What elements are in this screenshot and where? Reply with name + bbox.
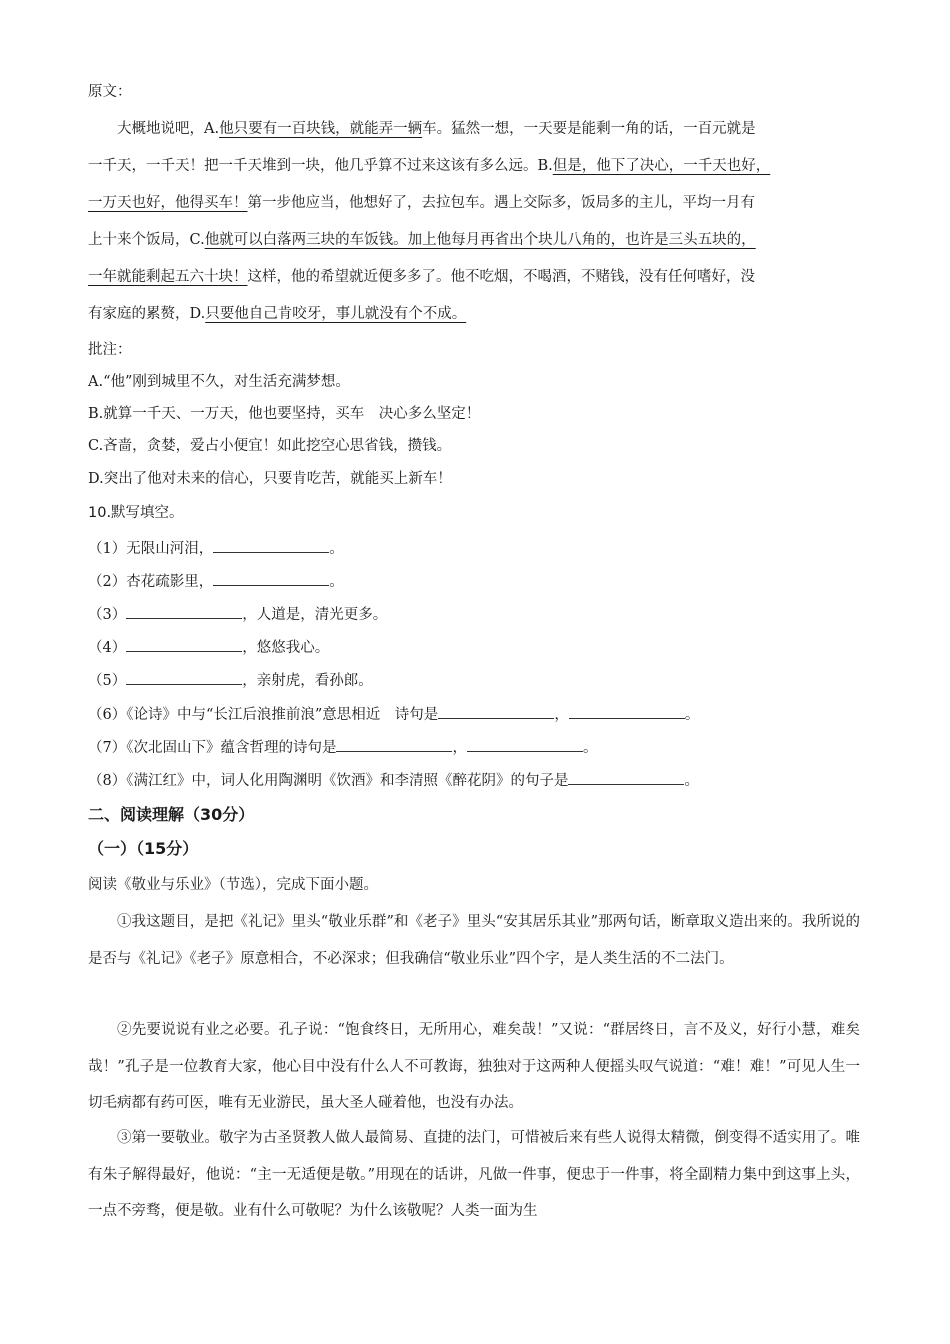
q10-item-4: （4） ，悠悠我心。 [88,640,330,656]
note-c: C.吝啬，贪婪，爱占小便宜！如此挖空心思省钱，攒钱。 [88,438,452,454]
q10-item-1: （1）无限山河泪， 。 [88,541,344,557]
answer-blank[interactable] [438,717,554,719]
answer-blank[interactable] [126,683,242,685]
original-line-6: 有家庭的累赘，D.只要他自己肯咬牙，事儿就没有个不成。 [88,306,467,322]
q10-item-3: （3） ，人道是，清光更多。 [88,607,388,623]
answer-blank[interactable] [213,584,329,586]
passage-paragraph-2: ②先要说说有业之必要。孔子说：“饱食终日，无所用心，难矣哉！”又说：“群居终日，言不及义，好行小慧，难矣哉！”孔子是一位教育大家，他心目中没有什么人不可教诲，独独对于这两种人便摇头叹气说道：“难！难！”可见人生一切毛病都有药可医，唯有无业游民，虽大圣人碰着他，也没有办法。 [88,1022,860,1111]
original-label: 原文： [88,84,132,100]
reading-intro: 阅读《敬业与乐业》（节选），完成下面小题。 [88,877,378,893]
q10-item-5: （5） ，亲射虎，看孙郎。 [88,673,373,689]
notes-label: 批注： [88,342,132,358]
q10-item-8: （8）《满江红》中，词人化用陶渊明《饮酒》和李清照《醉花阴》的句子是 。 [88,773,699,789]
original-line-2: 一千天，一千天！把一千天堆到一块，他几乎算不过来这该有多么远。B.但是，他下了决心，一千天也好， [88,158,771,174]
q10-item-7: （7）《次北固山下》蕴含哲理的诗句是 ， 。 [88,740,598,756]
answer-blank[interactable] [213,551,329,553]
original-line-4: 上十来个饭局，C.他就可以白落两三块的车饭钱。加上他每月再省出个块儿八角的，也许是三头五块的， [88,232,756,248]
question-10-title: 10.默写填空。 [88,505,184,521]
q10-item-2: （2）杏花疏影里， 。 [88,574,344,590]
subsection-heading: （一）（15分） [88,839,199,858]
q10-item-6: （6）《论诗》中与“长江后浪推前浪”意思相近 诗句是 ， 。 [88,707,700,723]
note-a: A.“他”刚到城里不久，对生活充满梦想。 [88,374,350,390]
answer-blank[interactable] [126,650,242,652]
answer-blank[interactable] [467,750,583,752]
section-2-heading: 二、阅读理解（30分） [88,805,255,824]
answer-blank[interactable] [568,783,684,785]
answer-blank[interactable] [336,750,452,752]
answer-blank[interactable] [569,717,685,719]
original-line-3: 一万天也好，他得买车！第一步他应当，他想好了，去拉包车。遇上交际多，饭局多的主儿，平均一月有 [88,195,755,211]
original-line-1: 大概地说吧，A.他只要有一百块钱，就能弄一辆车。猛然一想，一天要是能剩一角的话，一百元就是 [117,121,756,137]
original-line-5: 一年就能剩起五六十块！这样，他的希望就近便多多了。他不吃烟，不喝酒，不赌钱，没有任何嗜好，没 [88,269,755,285]
passage-paragraph-1: ①我这题目，是把《礼记》里头“敬业乐群”和《老子》里头“安其居乐其业”那两句话，断章取义造出来的。我所说的是否与《礼记》《老子》原意相合，不必深求；但我确信“敬业乐业”四个字，是人类生活的不二法门。 [88,914,860,967]
note-b: B.就算一千天、一万天，他也要坚持，买车 决心多么坚定！ [88,406,481,422]
passage-paragraph-3: ③第一要敬业。敬字为古圣贤教人做人最简易、直捷的法门，可惜被后来有些人说得太精微，倒变得不适实用了。唯有朱子解得最好，他说：“主一无适便是敬。”用现在的话讲，凡做一件事，便忠于一件事，将全副精力集中到这事上头，一点不旁骛，便是敬。业有什么可敬呢？为什么该敬呢？人类一面为生 [88,1130,860,1219]
note-d: D.突出了他对未来的信心，只要肯吃苦，就能买上新车！ [88,471,452,487]
answer-blank[interactable] [126,617,242,619]
